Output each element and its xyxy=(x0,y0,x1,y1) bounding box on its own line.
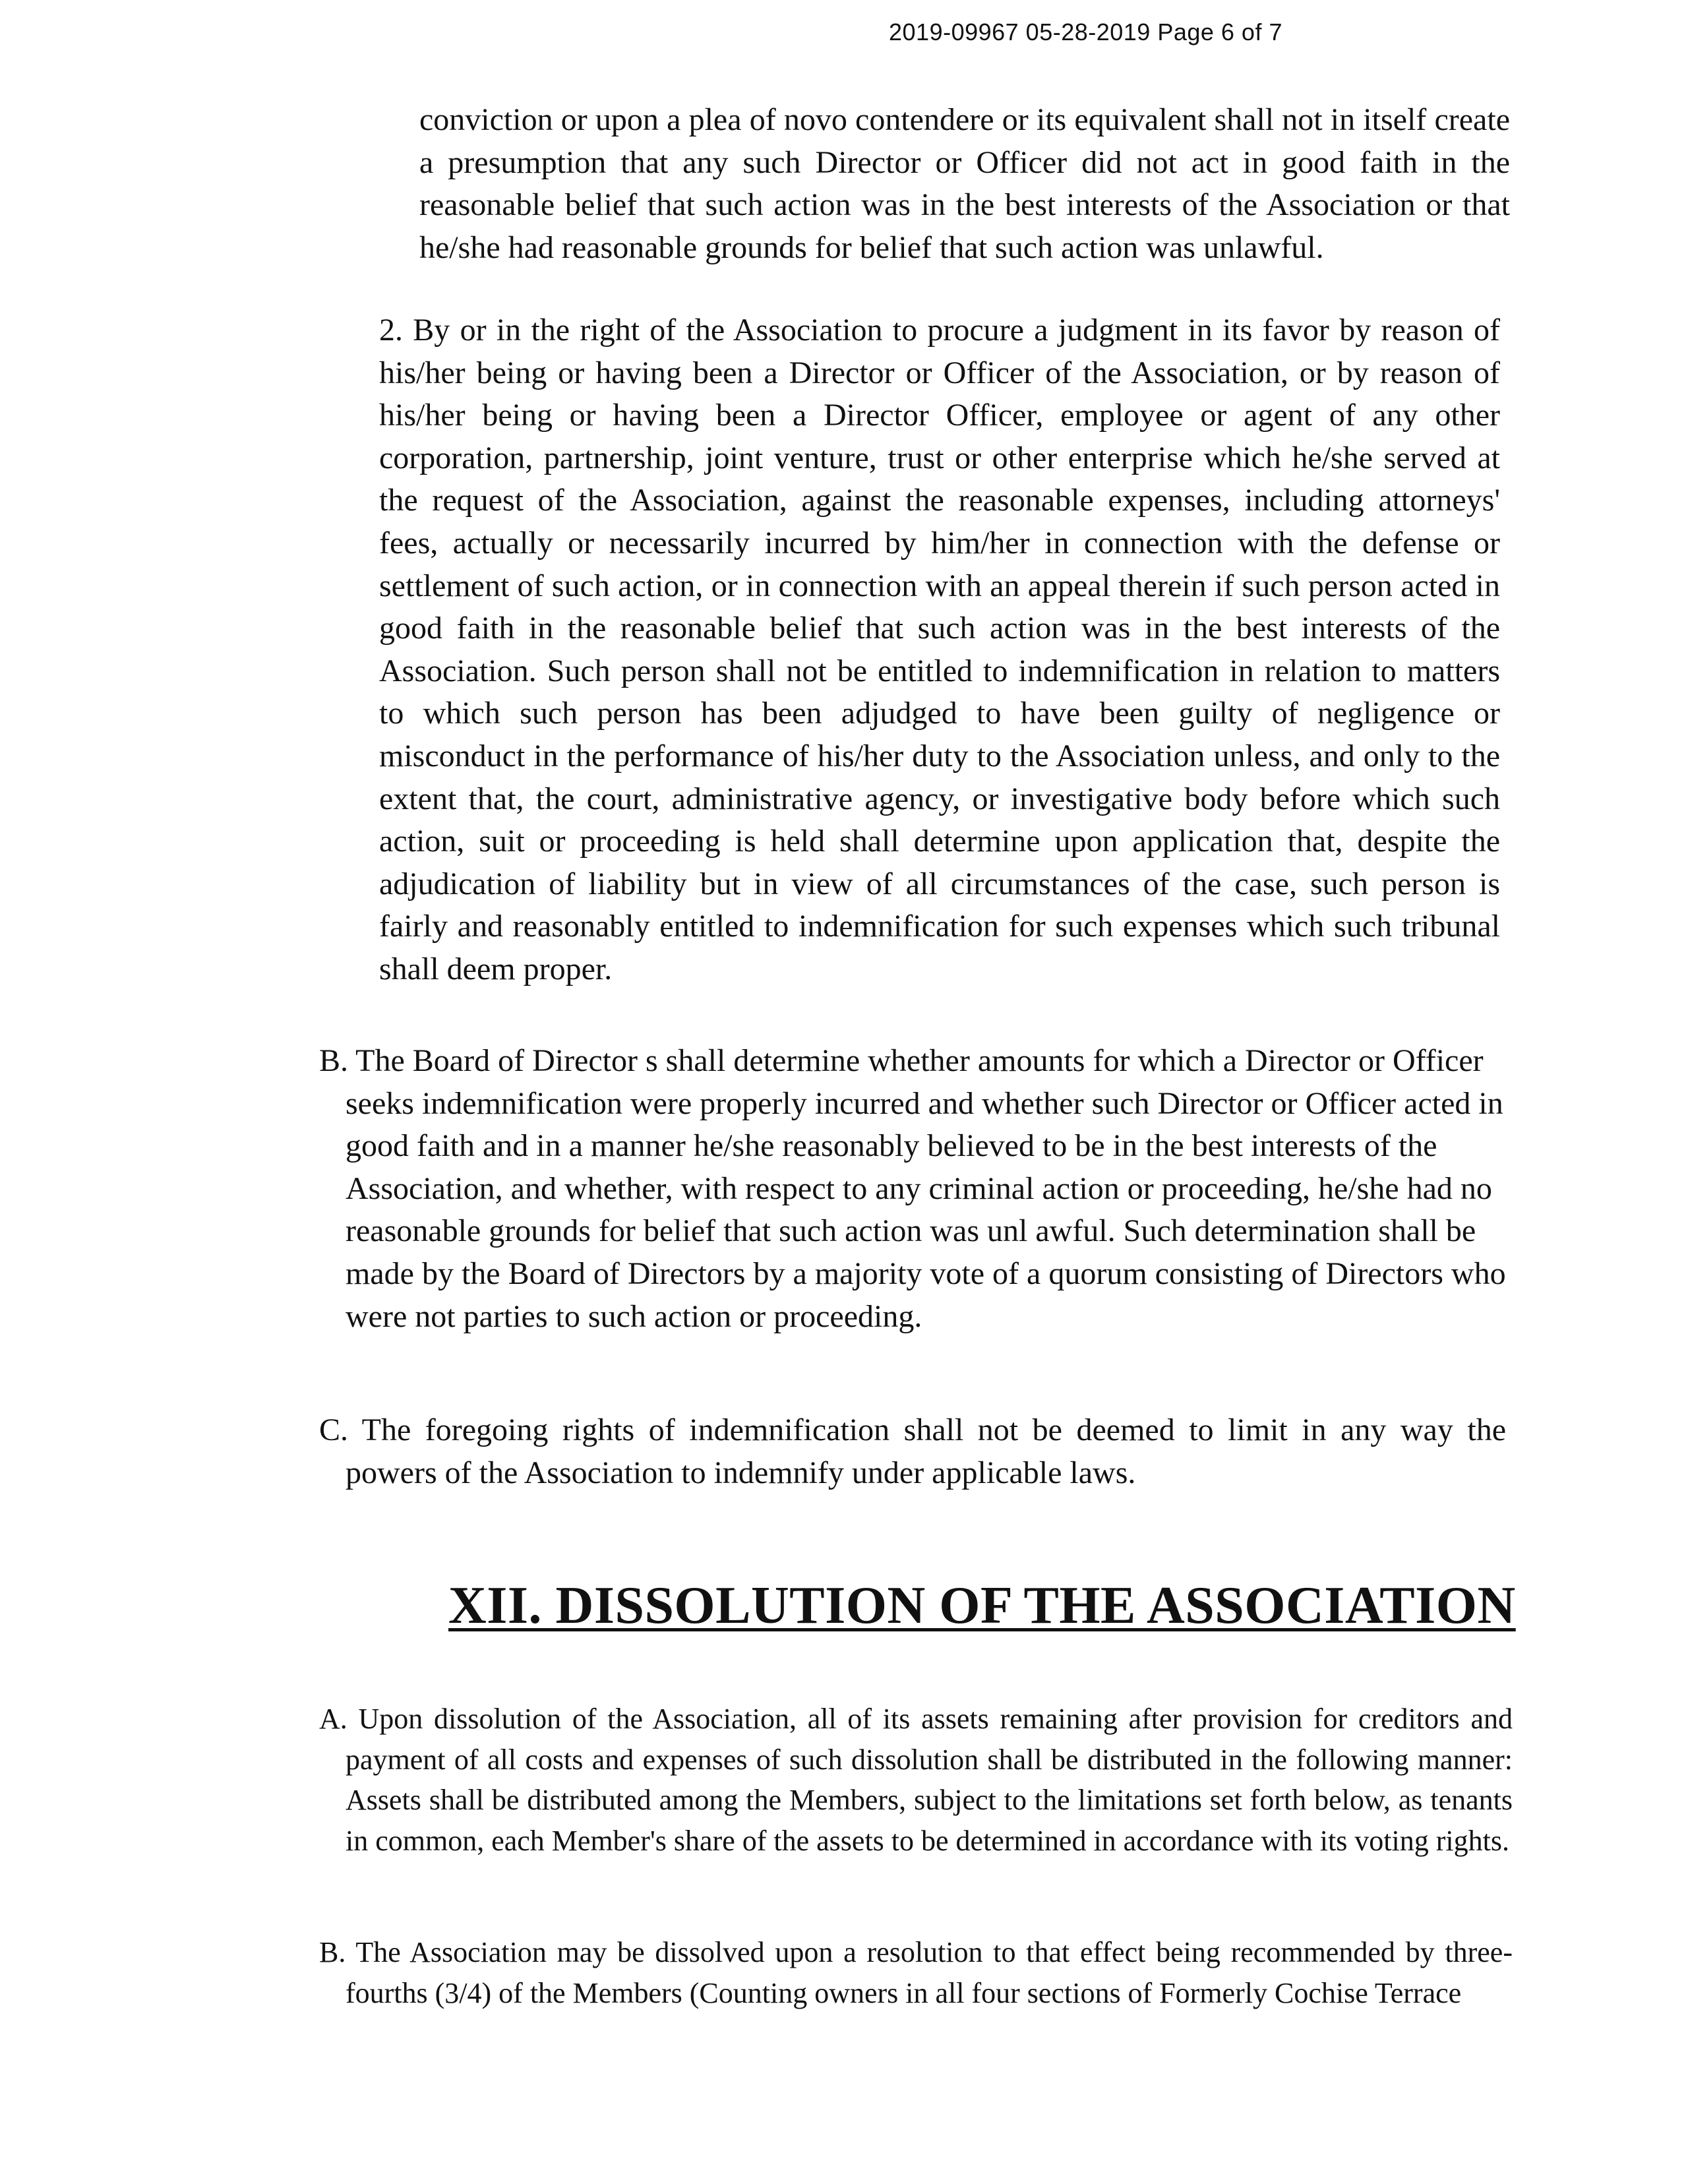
continuation-paragraph xyxy=(419,99,1510,269)
item-2-marker: 2. xyxy=(379,313,413,348)
section-c-marker: C. xyxy=(319,1412,362,1447)
section-b-text: The Board of Director s shall determine whether amounts for which a Director or Officer seeks indemnification were properly incurred and whether such Director or Officer acted in good faith and in a manner he/she reasonably believed to be in the best interests of the Association, and whether, with respect to any criminal action or proceeding, he/she had no reasonable grounds for belief that such action was unl awful. Such determination shall be made by the Board of Directors by a majority vote of a quorum consisting of Directors who were not parties to such action or proceeding. xyxy=(346,1043,1506,1334)
dissolution-a-paragraph xyxy=(319,1699,1513,1861)
item-2-paragraph xyxy=(379,309,1500,991)
item-2-text: By or in the right of the Association to procure a judgment in its favor by reason of his/her being or having been a Director or Officer of the Association, or by reason of his/her being or having been a Director Officer, employee or agent of any other corporation, partnership, joint venture, trust or other enterprise which he/she served at the request of the Association, against the reasonable expenses, including attorneys' fees, actually or necessarily incurred by him/her in connection with the defense or settlement of such action, or in connection with an appeal therein if such person acted in good faith in the reasonable belief that such action was in the best interests of the Association. Such person shall not be entitled to indemnification in relation to matters to which such person has been adjudged to have been guilty of negligence or misconduct in the performance of his/her duty to the Association unless, and only to the extent that, the court, administrative agency, or investigative body before which such action, suit or proceeding is held shall determine upon application that, despite the adjudication of liability but in view of all circumstances of the case, such person is fairly and reasonably entitled to indemnification for such expenses which such tribunal shall deem proper. xyxy=(379,313,1501,986)
dissolution-a-text: Upon dissolution of the Association, all of its assets remaining after provision for creditors and payment of all costs and expenses of such dissolution shall be distributed in the following manner: Assets shall be distributed among the Members, subject to the limitations set forth below, as tenants in common, each Member's share of the assets to be determined in accordance with its voting rights. xyxy=(346,1703,1513,1857)
dissolution-b-paragraph xyxy=(319,1932,1513,2013)
section-b-marker: B. xyxy=(319,1043,356,1078)
article-heading: XII. DISSOLUTION OF THE ASSOCIATION xyxy=(448,1577,1516,1635)
section-b-paragraph xyxy=(319,1040,1519,1338)
continuation-text: conviction or upon a plea of novo contendere or its equivalent shall not in itself create a presumption that any such Director or Officer did not act in good faith in the reasonable belief that such action was in the best interests of the Association or that he/she had reasonable grounds for belief that such action was unlawful. xyxy=(419,102,1510,265)
page-stamp: 2019-09967 05-28-2019 Page 6 of 7 xyxy=(889,18,1282,46)
dissolution-b-text: The Association may be dissolved upon a resolution to that effect being recommended by three-fourths (3/4) of the Members (Counting owners in all four sections of Formerly Cochise Terrace xyxy=(346,1936,1513,2009)
section-c-text: The foregoing rights of indemnification shall not be deemed to limit in any way the powers of the Association to indemnify under applicable laws. xyxy=(346,1412,1506,1490)
dissolution-a-marker: A. xyxy=(319,1703,359,1735)
dissolution-b-marker: B. xyxy=(319,1936,356,1968)
section-c-paragraph xyxy=(319,1409,1506,1494)
